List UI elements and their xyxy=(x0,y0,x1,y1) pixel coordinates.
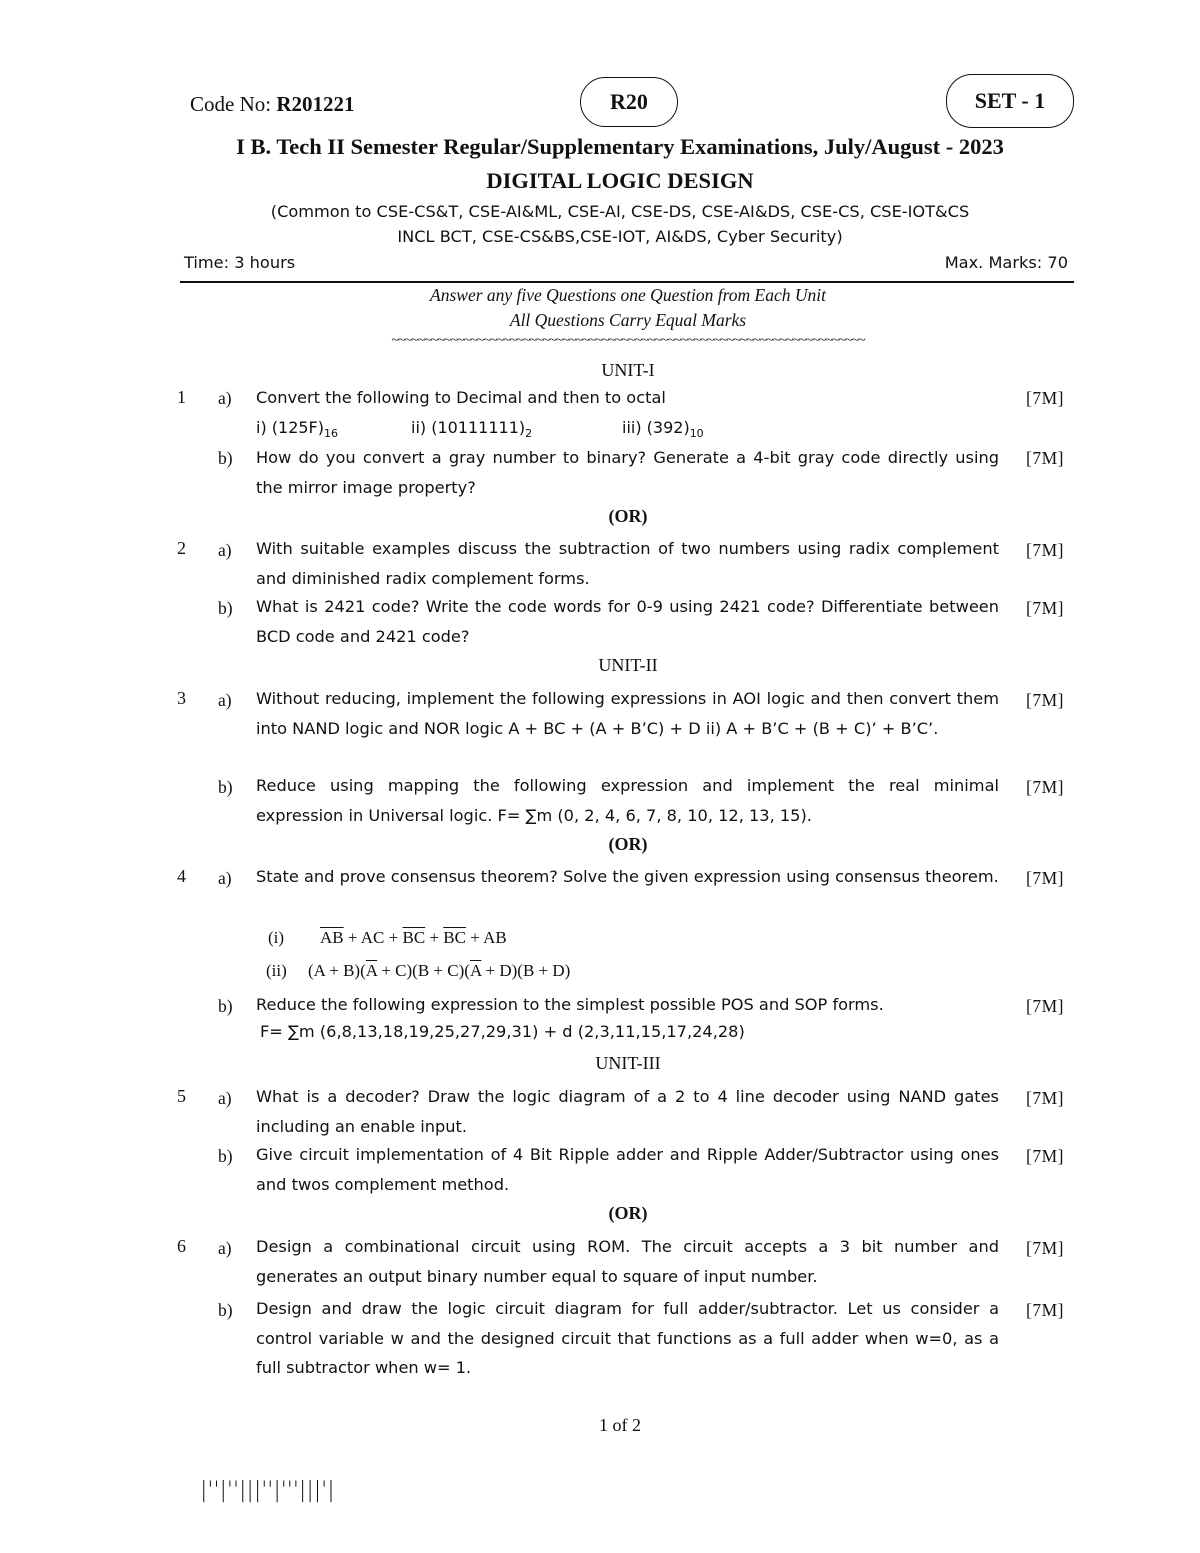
expr-i-term-5: $\overline{BC}$ xyxy=(443,928,466,947)
q3a-text: Without reducing, implement the following expressions in AOI logic and then convert them into NAND logic and NOR logic A + BC + (A + B’C) + D ii) A + B’C + (B + C)’ + B’C’. xyxy=(256,689,999,738)
subject-title: DIGITAL LOGIC DESIGN xyxy=(486,168,754,193)
regulation-text: R20 xyxy=(610,89,648,114)
q1b-text: How do you convert a gray number to binary? Generate a 4-bit gray code directly using the mirror image property? xyxy=(256,448,999,497)
q4a-label: a) xyxy=(218,868,232,888)
page-number: 1 of 2 xyxy=(599,1415,641,1435)
expr-i-term-2: + AC + xyxy=(343,928,403,947)
set-badge xyxy=(946,74,1074,128)
regulation-badge xyxy=(580,77,678,127)
q1a-label: a) xyxy=(218,388,232,408)
or-separator-1: (OR) xyxy=(608,506,648,526)
q6a-label: a) xyxy=(218,1238,232,1258)
q5a-label: a) xyxy=(218,1088,232,1108)
q4a-expression-i xyxy=(268,928,507,948)
q4b-text: Reduce the following expression to the simplest possible POS and SOP forms. xyxy=(256,995,884,1014)
q6b-marks: [7M] xyxy=(1026,1300,1064,1320)
conversion-iii: iii) $(392)_{10}$ xyxy=(622,418,704,441)
q4b-marks: [7M] xyxy=(1026,996,1064,1016)
q4a-text: State and prove consensus theorem? Solve the given expression using consensus theorem. xyxy=(256,867,999,886)
q5a-marks: [7M] xyxy=(1026,1088,1064,1108)
exam-time: Time: 3 hours xyxy=(184,253,296,272)
question-number-4: 4 xyxy=(177,866,186,886)
code-number xyxy=(190,92,355,117)
or-separator-2: (OR) xyxy=(608,834,648,854)
q6a-marks: [7M] xyxy=(1026,1238,1064,1258)
q1a-conversions xyxy=(256,418,704,440)
unit-heading-3: UNIT-III xyxy=(595,1053,661,1073)
q5b-label: b) xyxy=(218,1146,233,1166)
q4a-expression-ii xyxy=(266,961,570,981)
question-number-5: 5 xyxy=(177,1086,186,1106)
q1b-label: b) xyxy=(218,448,233,468)
set-text: SET - 1 xyxy=(974,88,1046,113)
expr-ii-term-1: (A + B)( xyxy=(308,961,366,980)
expr-ii-label: (ii) xyxy=(266,961,287,980)
instruction-separator: ~~~~~~~~~~~~~~~~~~~~~~~~~~~~~~~~~~~~~~~~~~~~~~~~~~~~~~~~~~~~~~~~~~~~~~~~ xyxy=(391,333,865,348)
q4a-marks: [7M] xyxy=(1026,868,1064,888)
expr-ii-term-4: $\overline{A}$ xyxy=(469,961,482,980)
q2a-text: With suitable examples discuss the subtraction of two numbers using radix complement and diminished radix complement forms. xyxy=(256,539,999,588)
expr-i-term-6: + AB xyxy=(465,928,507,947)
or-separator-3: (OR) xyxy=(608,1203,648,1223)
expr-i-label: (i) xyxy=(268,928,285,947)
q4b-label: b) xyxy=(218,996,233,1016)
question-number-2: 2 xyxy=(177,538,186,558)
q1a-text: Convert the following to Decimal and then to octal xyxy=(256,388,666,407)
q5b-marks: [7M] xyxy=(1026,1146,1064,1166)
instruction-line-1: Answer any five Questions one Question from Each Unit xyxy=(430,285,826,305)
common-branches-line-1: (Common to CSE-CS&T, CSE-AI&ML, CSE-AI, CSE-DS, CSE-AI&DS, CSE-CS, CSE-IOT&CS xyxy=(270,202,970,221)
expr-i-term-4: + xyxy=(425,928,444,947)
expr-i-term-1: $\overline{AB}$ xyxy=(320,928,344,947)
q5b-text: Give circuit implementation of 4 Bit Ripple adder and Ripple Adder/Subtractor using ones and twos complement method. xyxy=(256,1145,999,1194)
max-marks: Max. Marks: 70 xyxy=(944,253,1068,272)
q2b-label: b) xyxy=(218,598,233,618)
q2a-marks: [7M] xyxy=(1026,540,1064,560)
common-branches-line-2: INCL BCT, CSE-CS&BS,CSE-IOT, AI&DS, Cyber Security) xyxy=(397,227,843,246)
q3b-label: b) xyxy=(218,777,233,797)
q2b-marks: [7M] xyxy=(1026,598,1064,618)
barcode-mark: |''|''|||''|'''|||'| xyxy=(200,1478,335,1503)
header-divider xyxy=(180,281,1074,283)
q5a-text: What is a decoder? Draw the logic diagram of a 2 to 4 line decoder using NAND gates including an enable input. xyxy=(256,1087,999,1136)
code-value: R201221 xyxy=(276,92,355,116)
q3a-marks: [7M] xyxy=(1026,690,1064,710)
conversion-ii: ii) $(10111111)_2$ xyxy=(411,418,533,441)
q1a-marks: [7M] xyxy=(1026,388,1064,408)
q3b-marks: [7M] xyxy=(1026,777,1064,797)
conversion-i: i) $(125F)_{16}$ xyxy=(256,418,338,441)
question-number-3: 3 xyxy=(177,688,186,708)
expr-ii-term-5: + D)(B + D) xyxy=(481,961,571,980)
question-number-1: 1 xyxy=(177,387,186,407)
code-label: Code No: xyxy=(190,92,277,116)
unit-heading-1: UNIT-I xyxy=(601,360,655,380)
unit-heading-2: UNIT-II xyxy=(598,655,658,675)
exam-title: I B. Tech II Semester Regular/Supplementary Examinations, July/August - 2023 xyxy=(236,134,1004,159)
expr-ii-term-2: $\overline{A}$ xyxy=(365,961,378,980)
q1b-marks: [7M] xyxy=(1026,448,1064,468)
expr-ii-term-3: + C)(B + C)( xyxy=(377,961,470,980)
q6b-text: Design and draw the logic circuit diagram for full adder/subtractor. Let us consider a control variable w and the designed circuit that functions as a full adder when w=0, as a full subtractor when w= 1. xyxy=(256,1299,999,1377)
q4b-expression: F= ∑m (6,8,13,18,19,25,27,29,31) + d (2,3,11,15,17,24,28) xyxy=(260,1022,745,1041)
q6b-label: b) xyxy=(218,1300,233,1320)
q2b-text: What is 2421 code? Write the code words for 0-9 using 2421 code? Differentiate between BCD code and 2421 code? xyxy=(256,597,999,646)
q3a-label: a) xyxy=(218,690,232,710)
q3b-text: Reduce using mapping the following expression and implement the real minimal expression in Universal logic. F= ∑m (0, 2, 4, 6, 7, 8, 10, 12, 13, 15). xyxy=(256,776,999,825)
expr-i-term-3: $\overline{BC}$ xyxy=(402,928,426,947)
instruction-line-2: All Questions Carry Equal Marks xyxy=(509,310,747,330)
question-number-6: 6 xyxy=(177,1236,186,1256)
q2a-label: a) xyxy=(218,540,232,560)
q6a-text: Design a combinational circuit using ROM. The circuit accepts a 3 bit number and generates an output binary number equal to square of input number. xyxy=(256,1237,999,1286)
